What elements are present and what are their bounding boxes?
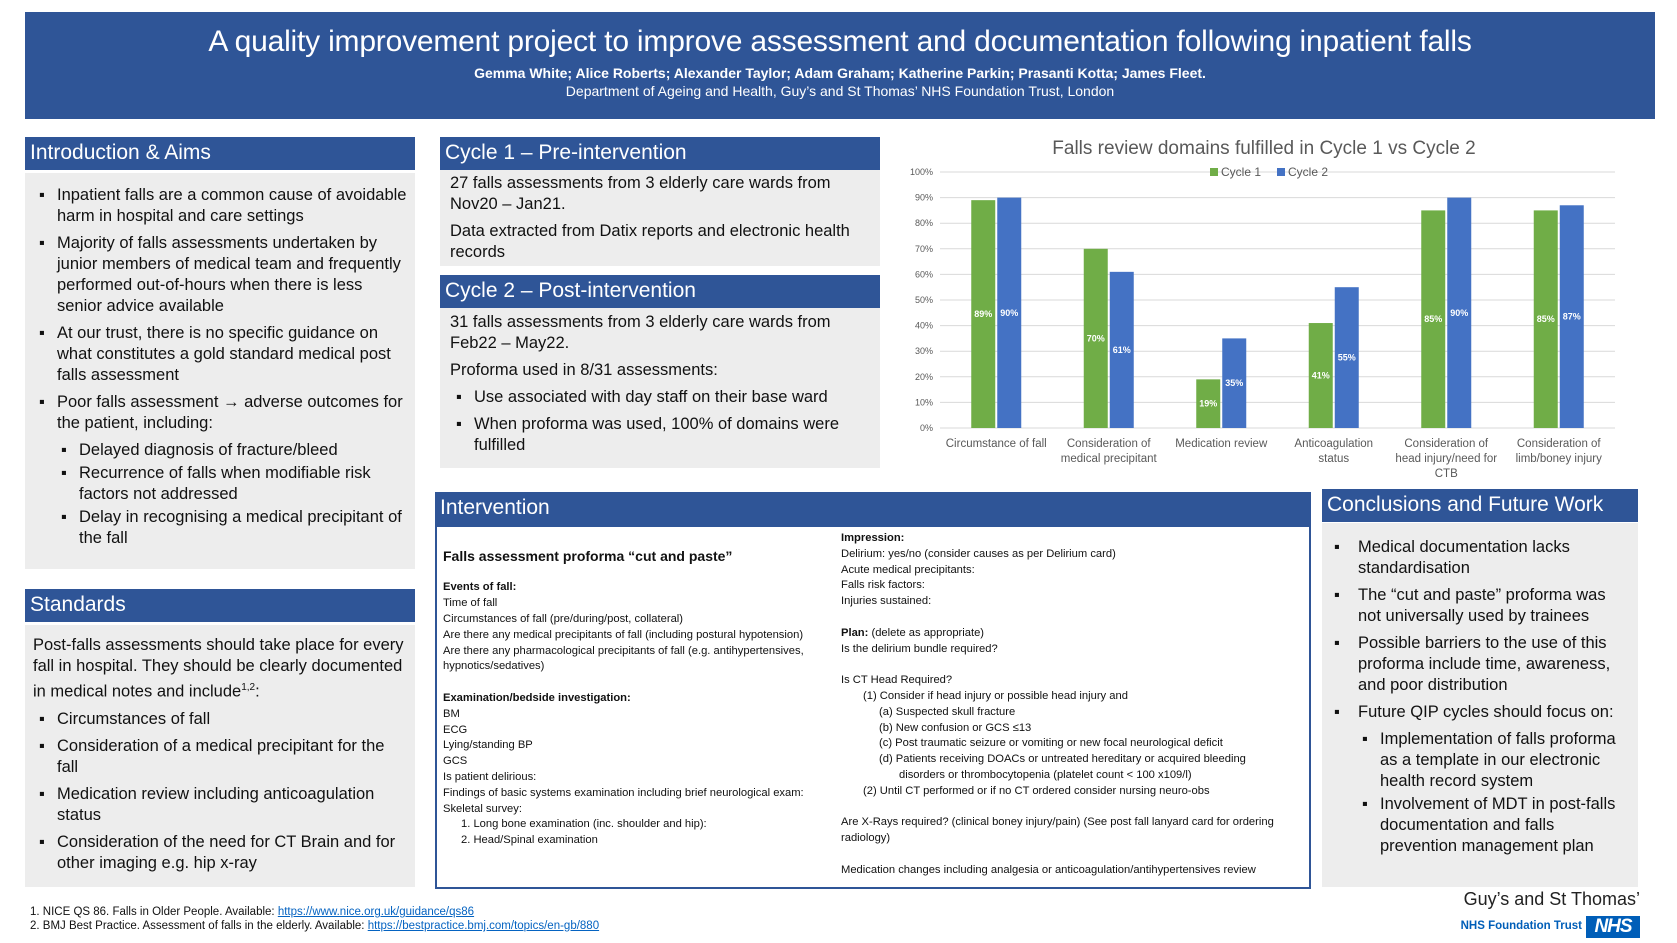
- cycle2-text: Proforma used in 8/31 assessments:: [450, 361, 718, 379]
- chart-title: Falls review domains fulfilled in Cycle 1 vs Cycle 2: [1052, 138, 1476, 159]
- proforma-line: Findings of basic systems examination including brief neurological exam:: [443, 786, 804, 799]
- standards-intro: Post-falls assessments should take place for every fall in hospital. They should be clearly documented in medical notes and include$^{1,2}$:: [33, 636, 404, 701]
- title-banner: [25, 12, 1655, 119]
- list-item: ▪ The “cut and paste” proforma was not universally used by trainees: [1328, 585, 1632, 627]
- list-item: ▪ Medication review including anticoagulation status: [33, 784, 407, 826]
- nhs-badge: NHS: [1586, 916, 1640, 938]
- reference-link[interactable]: https://www.nice.org.uk/guidance/qs86: [277, 906, 475, 918]
- proforma-line: BM: [443, 707, 460, 720]
- chart-labels: [946, 308, 1602, 480]
- cycle1-text: 27 falls assessments from 3 elderly care wards from Nov20 – Jan21.: [450, 174, 831, 213]
- y-tick-label: 90%: [914, 192, 933, 203]
- data-label: 87%: [1562, 311, 1581, 322]
- data-label: 41%: [1311, 370, 1330, 381]
- x-tick-label: Consideration of: [1516, 438, 1601, 450]
- proforma-line: Examination/bedside investigation:: [443, 691, 631, 704]
- conclusions-panel: [1322, 523, 1638, 887]
- proforma-left-column: [443, 533, 843, 849]
- list-item: ▪ Use associated with day staff on their base ward: [450, 387, 870, 408]
- data-label: 90%: [1450, 307, 1469, 318]
- proforma-line: Falls assessment proforma “cut and paste”: [443, 547, 733, 564]
- proforma-line: ECG: [443, 723, 468, 736]
- standards-bullets: [33, 709, 407, 874]
- proforma-line: Acute medical precipitants:: [841, 563, 975, 576]
- y-tick-label: 50%: [914, 295, 933, 305]
- standards-heading: Standards: [25, 589, 415, 622]
- reference-item: 2. BMJ Best Practice. Assessment of falls in the elderly. Available: https://bestpractice.bmj.com/topics/en-gb/880: [30, 920, 600, 932]
- proforma-line: Are there any medical precipitants of fall (including postural hypotension): [443, 628, 804, 641]
- cycle1-panel: [440, 170, 880, 266]
- list-item: ▪ Possible barriers to the use of this proforma include time, awareness, and poor distribution: [1328, 633, 1632, 696]
- list-item: ▪ At our trust, there is no specific guidance on what constitutes a gold standard medical post falls assessment: [33, 323, 407, 386]
- y-tick-label: 30%: [914, 346, 933, 357]
- legend-label: Cycle 1: [1221, 165, 1262, 179]
- legend-swatch: [1210, 168, 1218, 176]
- conclusions-sub-bullets: [1328, 729, 1632, 857]
- proforma-line: Is CT Head Required?: [841, 674, 953, 687]
- x-tick-label: limb/boney injury: [1515, 453, 1602, 465]
- reference-item: 1. NICE QS 86. Falls in Older People. Available: https://www.nice.org.uk/guidance/qs86: [30, 906, 475, 918]
- list-item: ▪ Majority of falls assessments undertaken by junior members of medical team and frequently performed out-of-hours when there is less senior advice available: [33, 233, 407, 317]
- x-tick-label: Consideration of: [1066, 438, 1151, 450]
- list-item: ▪ Involvement of MDT in post-falls documentation and falls prevention management plan: [1358, 794, 1632, 857]
- list-item: ▪ Future QIP cycles should focus on:: [1328, 702, 1632, 723]
- logo-foundation-trust: NHS Foundation Trust: [1460, 920, 1582, 932]
- cycle2-heading: Cycle 2 – Post-intervention: [440, 275, 880, 308]
- y-tick-label: 40%: [914, 320, 933, 331]
- x-tick-label: Circumstance of fall: [945, 438, 1047, 450]
- proforma-line: Are there any pharmacological precipitants of fall (e.g. antihypertensives,: [443, 644, 804, 657]
- cycle2-bullets: [450, 387, 870, 456]
- proforma-line: Delirium: yes/no (consider causes as per Delirium card): [841, 547, 1116, 560]
- proforma-line: [443, 565, 843, 581]
- x-tick-label: status: [1318, 453, 1350, 465]
- data-label: 19%: [1199, 398, 1218, 409]
- proforma-line: Medication changes including analgesia or anticoagulation/antihypertensives review: [841, 863, 1256, 876]
- proforma-line: Skeletal survey:: [443, 802, 522, 815]
- proforma-line: [841, 800, 1309, 816]
- references: [30, 905, 1030, 933]
- data-label: 85%: [1424, 314, 1443, 325]
- y-tick-label: 10%: [914, 397, 933, 408]
- data-label: 85%: [1536, 314, 1555, 325]
- nhs-logo: [1440, 889, 1640, 943]
- data-label: 35%: [1225, 378, 1244, 389]
- x-tick-label: Consideration of: [1404, 438, 1489, 450]
- y-tick-label: 70%: [914, 243, 933, 254]
- intro-bullets: [33, 185, 407, 434]
- proforma-line: [443, 533, 843, 549]
- list-item: ▪ Medical documentation lacks standardisation: [1328, 537, 1632, 579]
- conclusions-bullets: [1328, 537, 1632, 723]
- bar-chart: [900, 125, 1620, 485]
- list-item: ▪ Implementation of falls proforma as a template in our electronic health record system: [1358, 729, 1632, 792]
- list-item: ▪ Recurrence of falls when modifiable risk factors not addressed: [57, 463, 407, 505]
- proforma-line: (1) Consider if head injury or possible head injury and: [863, 689, 1128, 702]
- data-label: 61%: [1112, 344, 1131, 355]
- proforma-line: disorders or thrombocytopenia (platelet count < 100 x109/l): [899, 768, 1192, 781]
- intro-panel: [25, 173, 415, 569]
- proforma-line: Events of fall:: [443, 581, 517, 594]
- x-tick-label: head injury/need for: [1395, 453, 1498, 465]
- proforma-line: Is the delirium bundle required?: [841, 642, 998, 655]
- proforma-line: 2. Head/Spinal examination: [461, 834, 598, 847]
- y-tick-label: 60%: [914, 269, 933, 280]
- data-label: 55%: [1337, 352, 1356, 363]
- x-tick-label: medical precipitant: [1060, 453, 1157, 465]
- proforma-line: Time of fall: [443, 597, 498, 610]
- cycle1-heading: Cycle 1 – Pre-intervention: [440, 137, 880, 170]
- logo-trust-name: Guy’s and St Thomas’: [1463, 889, 1640, 909]
- proforma-line: (a) Suspected skull fracture: [879, 705, 1016, 718]
- list-item: ▪ Inpatient falls are a common cause of avoidable harm in hospital and care settings: [33, 185, 407, 227]
- list-item: ▪ Consideration of the need for CT Brain and for other imaging e.g. hip x-ray: [33, 832, 407, 874]
- cycle2-panel: [440, 308, 880, 468]
- proforma-line: (c) Post traumatic seizure or vomiting or new focal neurological deficit: [879, 737, 1223, 750]
- y-tick-label: 20%: [914, 371, 933, 382]
- list-item: ▪ Delayed diagnosis of fracture/bleed: [57, 440, 407, 461]
- list-item: ▪ Poor falls assessment → adverse outcomes for the patient, including:: [33, 392, 407, 434]
- proforma-line: [841, 847, 1309, 863]
- y-tick-label: 80%: [914, 218, 933, 229]
- proforma-line: Circumstances of fall (pre/during/post, collateral): [443, 612, 684, 625]
- intervention-panel: [435, 525, 1311, 889]
- x-tick-label: CTB: [1434, 468, 1458, 480]
- cycle1-text: Data extracted from Datix reports and electronic health records: [450, 222, 850, 261]
- proforma-line: radiology): [841, 832, 891, 845]
- proforma-right-column: [841, 531, 1309, 879]
- proforma-line: [841, 610, 1309, 626]
- legend-swatch: [1277, 168, 1285, 176]
- x-tick-label: Anticoagulation: [1294, 438, 1374, 450]
- department: Department of Ageing and Health, Guy’s and St Thomas’ NHS Foundation Trust, London: [565, 83, 1115, 99]
- list-item: ▪ Consideration of a medical precipitant for the fall: [33, 736, 407, 778]
- intervention-heading: Intervention: [435, 492, 1311, 525]
- y-tick-label: 0%: [919, 423, 933, 433]
- proforma-line: [841, 657, 1309, 673]
- standards-panel: [25, 625, 415, 887]
- list-item: ▪ When proforma was used, 100% of domains were fulfilled: [450, 414, 870, 456]
- reference-link[interactable]: https://bestpractice.bmj.com/topics/en-gb/880: [367, 920, 600, 932]
- proforma-line: GCS: [443, 755, 468, 768]
- proforma-line: hypnotics/sedatives): [443, 660, 545, 673]
- authors: Gemma White; Alice Roberts; Alexander Taylor; Adam Graham; Katherine Parkin; Prasanti Kotta; James Fleet.: [474, 65, 1206, 81]
- proforma-line: Plan: (delete as appropriate): [841, 626, 985, 639]
- proforma-line: (b) New confusion or GCS ≤13: [879, 721, 1032, 734]
- legend-label: Cycle 2: [1288, 165, 1329, 179]
- proforma-line: 1. Long bone examination (inc. shoulder and hip):: [461, 818, 707, 831]
- conclusions-heading: Conclusions and Future Work: [1322, 489, 1638, 522]
- intro-heading: Introduction & Aims: [25, 137, 415, 170]
- proforma-line: Are X-Rays required? (clinical boney injury/pain) (See post fall lanyard card for ordering: [841, 816, 1274, 829]
- intro-sub-bullets: [33, 440, 407, 549]
- data-label: 70%: [1086, 333, 1105, 344]
- citation-marker: 1,2: [241, 682, 256, 693]
- proforma-line: Impression:: [841, 532, 905, 544]
- proforma-line: Injuries sustained:: [841, 595, 932, 608]
- data-label: 89%: [974, 309, 993, 320]
- proforma-line: [443, 675, 843, 691]
- list-item: ▪ Circumstances of fall: [33, 709, 407, 730]
- proforma-line: Is patient delirious:: [443, 770, 537, 783]
- proforma-line: (d) Patients receiving DOACs or untreated hereditary or acquired bleeding: [879, 753, 1246, 766]
- poster-title: A quality improvement project to improve assessment and documentation following inpatient falls: [208, 25, 1472, 58]
- proforma-line: (2) Until CT performed or if no CT ordered consider nursing neuro-obs: [863, 784, 1210, 797]
- proforma-line: Lying/standing BP: [443, 739, 533, 752]
- y-tick-label: 100%: [909, 167, 933, 177]
- proforma-line: Falls risk factors:: [841, 579, 925, 592]
- x-tick-label: Medication review: [1175, 438, 1268, 450]
- data-label: 90%: [1000, 307, 1019, 318]
- list-item: ▪ Delay in recognising a medical precipitant of the fall: [57, 507, 407, 549]
- chart-bars: [971, 198, 1584, 428]
- cycle2-text: 31 falls assessments from 3 elderly care wards from Feb22 – May22.: [450, 313, 831, 352]
